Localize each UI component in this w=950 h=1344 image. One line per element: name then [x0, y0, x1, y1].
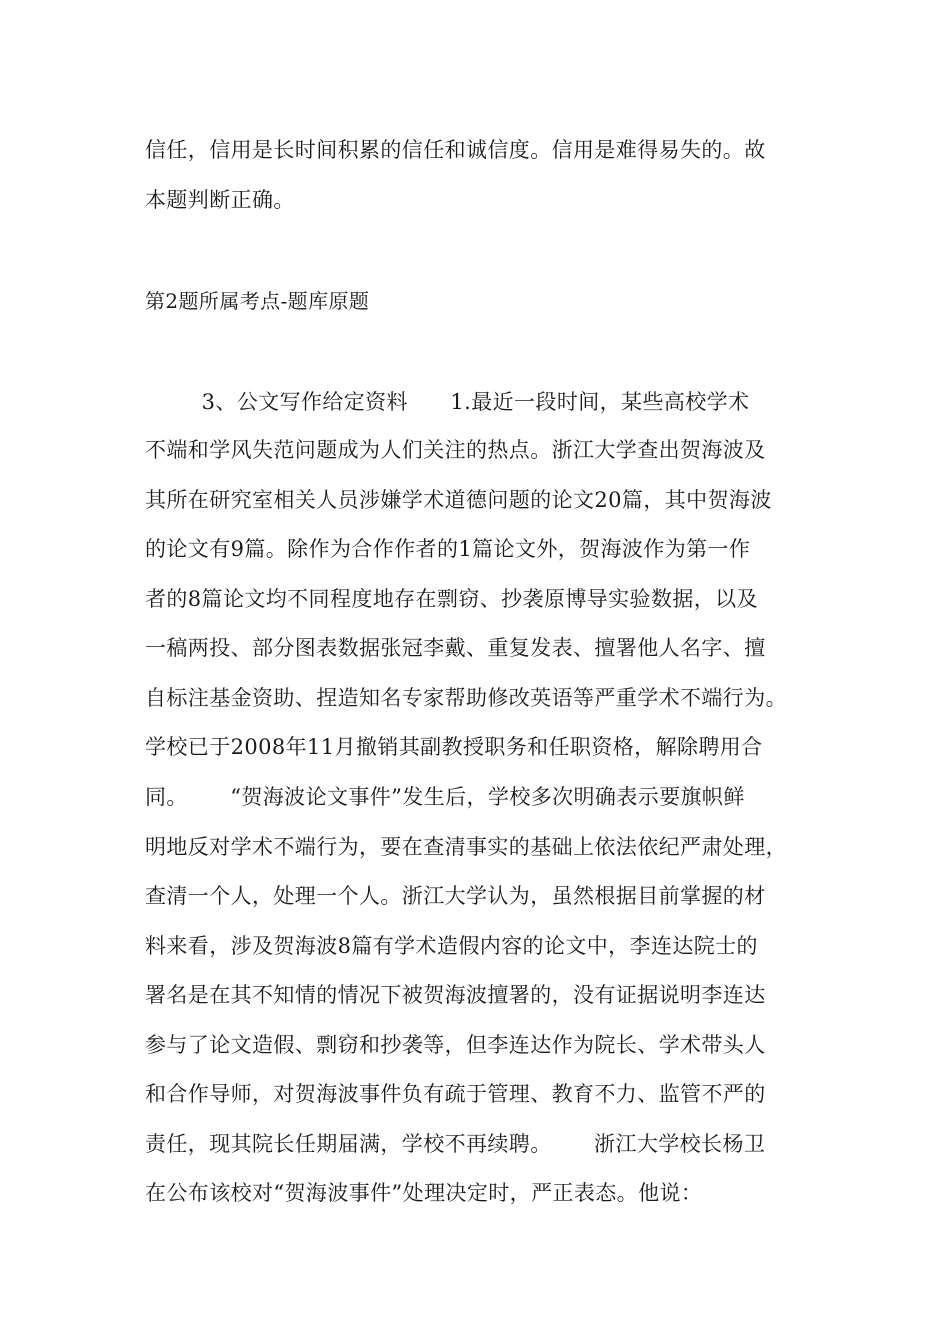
text-line: 一稿两投、部分图表数据张冠李戴、重复发表、擅署他人名字、擅: [145, 636, 766, 660]
text-line: 料来看，涉及贺海波8篇有学术造假内容的论文中，李连达院士的: [145, 934, 758, 958]
text-line: 在公布该校对“贺海波事件”处理决定时，严正表态。他说：: [145, 1181, 703, 1205]
text-line: 自标注基金资助、捏造知名专家帮助修改英语等严重学术不端行为。: [145, 686, 787, 710]
text-line: 同。 “贺海波论文事件”发生后，学校多次明确表示要旗帜鲜: [145, 785, 745, 809]
text-line: 和合作导师，对贺海波事件负有疏于管理、教育不力、监管不严的: [145, 1082, 766, 1106]
text-line: 本题判断正确。: [145, 188, 295, 212]
text-line: 的论文有9篇。除作为合作作者的1篇论文外，贺海波作为第一作: [145, 537, 751, 561]
text-line: 责任，现其院长任期届满，学校不再续聘。 浙江大学校长杨卫: [145, 1132, 766, 1156]
text-line: 参与了论文造假、剽窃和抄袭等，但李连达作为院长、学术带头人: [145, 1033, 766, 1057]
text-line: 明地反对学术不端行为，要在查清事实的基础上依法依纪严肃处理，: [145, 835, 787, 859]
text-line: 查清一个人，处理一个人。浙江大学认为，虽然根据目前掌握的材: [145, 884, 766, 908]
text-line: 者的8篇论文均不同程度地存在剽窃、抄袭原博导实验数据，以及: [145, 587, 758, 611]
text-line: 学校已于2008年11月撤销其副教授职务和任职资格，解除聘用合: [145, 735, 763, 759]
section-heading: 第2题所属考点-题库原题: [145, 289, 370, 313]
text-line: 其所在研究室相关人员涉嫌学术道德问题的论文20篇，其中贺海波: [145, 488, 772, 512]
text-line: 不端和学风失范问题成为人们关注的热点。浙江大学查出贺海波及: [145, 438, 766, 462]
text-line: 署名是在其不知情的情况下被贺海波擅署的，没有证据说明李连达: [145, 983, 766, 1007]
text-line: 3、公文写作给定资料 1.最近一段时间，某些高校学术: [145, 390, 750, 414]
text-line: 信任，信用是长时间积累的信任和诚信度。信用是难得易失的。故: [145, 138, 766, 162]
